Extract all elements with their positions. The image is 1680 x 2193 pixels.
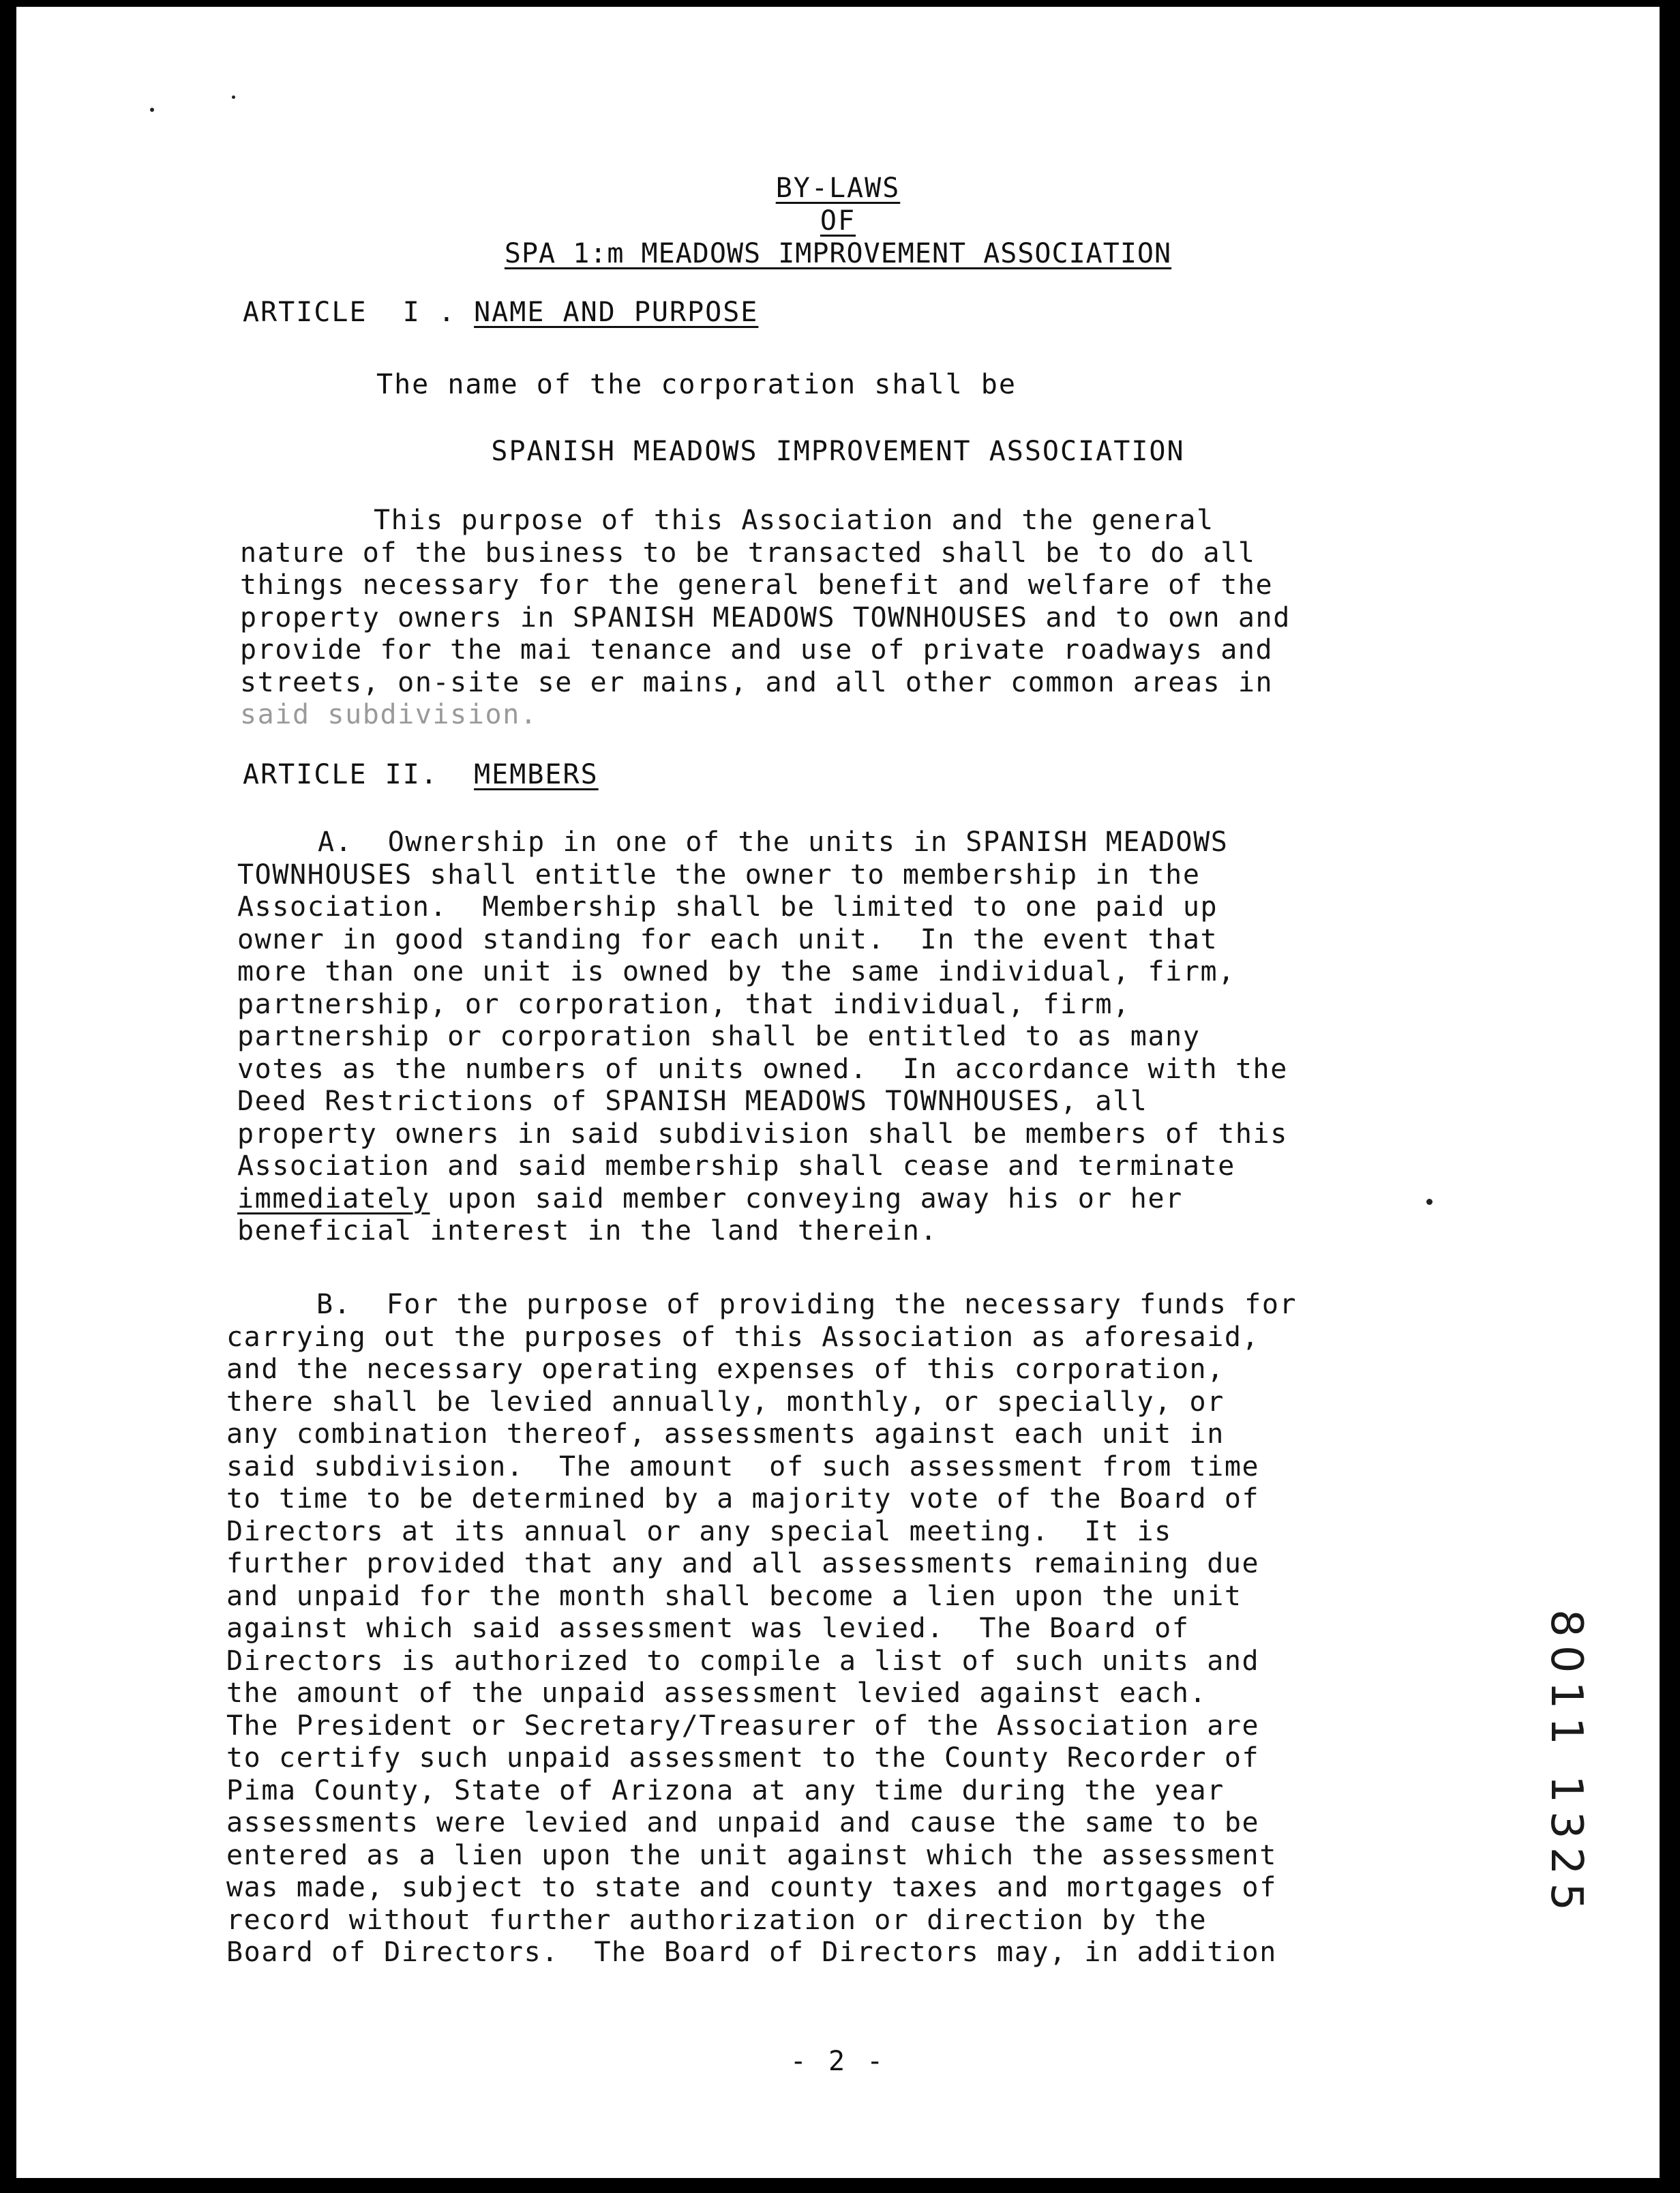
purpose-line: things necessary for the general benefit and welfare of the bbox=[240, 569, 1274, 601]
section-a-paragraph bbox=[237, 826, 1288, 1248]
scan-speck bbox=[150, 108, 154, 112]
section-a-line: partnership or corporation shall be entitled to as many bbox=[237, 1021, 1201, 1052]
section-b-line: to time to be determined by a majority vote of the Board of bbox=[226, 1483, 1260, 1515]
section-b-line: record without further authorization or direction by the bbox=[226, 1904, 1208, 1936]
section-b-line: entered as a lien upon the unit against which the assessment bbox=[226, 1839, 1277, 1871]
corporation-name: SPANISH MEADOWS IMPROVEMENT ASSOCIATION bbox=[491, 436, 1185, 467]
section-b-line: Pima County, State of Arizona at any time during the year bbox=[226, 1774, 1225, 1806]
purpose-line: provide for the mai tenance and use of private roadways and bbox=[240, 634, 1274, 666]
section-b-line: further provided that any and all assessments remaining due bbox=[226, 1548, 1260, 1579]
article-2-heading bbox=[243, 758, 599, 791]
section-b-line: assessments were levied and unpaid and cause the same to be bbox=[226, 1807, 1260, 1838]
section-b-line: The President or Secretary/Treasurer of the Association are bbox=[226, 1710, 1260, 1742]
purpose-line: streets, on-site se er mains, and all other common areas in bbox=[240, 666, 1274, 698]
bylaws-title: BY-LAWS bbox=[775, 173, 901, 204]
section-b-line: carrying out the purposes of this Association as aforesaid, bbox=[226, 1321, 1260, 1353]
purpose-line: property owners in SPANISH MEADOWS TOWNHOUSES and to own and bbox=[240, 601, 1291, 633]
name-intro: The name of the corporation shall be bbox=[376, 369, 1017, 400]
section-b-line: Directors is authorized to compile a list of such units and bbox=[226, 1645, 1260, 1677]
section-b-line: any combination thereof, assessments against each unit in bbox=[226, 1418, 1225, 1450]
purpose-paragraph bbox=[240, 505, 1291, 732]
recording-stamp: 8011 1325 bbox=[1541, 1609, 1591, 1920]
section-a-line: partnership, or corporation, that individual, firm, bbox=[237, 988, 1130, 1020]
section-b-paragraph bbox=[226, 1289, 1297, 1969]
section-a-line: beneficial interest in the land therein. bbox=[237, 1215, 938, 1247]
section-b-line: was made, subject to state and county taxes and mortgages of bbox=[226, 1872, 1277, 1903]
section-a-line: more than one unit is owned by the same individual, firm, bbox=[237, 956, 1235, 987]
section-a-line: Association. Membership shall be limited to one paid up bbox=[237, 891, 1218, 923]
purpose-line: said subdivision. bbox=[240, 699, 538, 730]
article-1-title: NAME AND PURPOSE bbox=[474, 297, 759, 328]
section-a-line: upon said member conveying away his or her bbox=[430, 1182, 1183, 1214]
article-2-label: ARTICLE II. bbox=[243, 759, 475, 790]
section-a-line: A. Ownership in one of the units in SPANISH MEADOWS bbox=[318, 826, 1229, 858]
section-b-line: against which said assessment was levied. The Board of bbox=[226, 1613, 1190, 1644]
section-b-line: to certify such unpaid assessment to the County Recorder of bbox=[226, 1742, 1260, 1774]
section-b-line: Directors at its annual or any special meeting. It is bbox=[226, 1515, 1172, 1547]
section-b-line: and the necessary operating expenses of this corporation, bbox=[226, 1354, 1225, 1385]
bylaws-of: OF bbox=[820, 205, 856, 237]
purpose-line: This purpose of this Association and the general bbox=[374, 505, 1214, 536]
article-2-title: MEMBERS bbox=[474, 759, 599, 790]
scan-speck bbox=[1426, 1199, 1432, 1205]
section-a-line: owner in good standing for each unit. In the event that bbox=[237, 923, 1218, 955]
section-b-line: and unpaid for the month shall become a lien upon the unit bbox=[226, 1580, 1242, 1612]
article-1-label: ARTICLE I . bbox=[243, 297, 475, 328]
section-a-line: Association and said membership shall cease and terminate bbox=[237, 1150, 1235, 1182]
section-a-line: Deed Restrictions of SPANISH MEADOWS TOWNHOUSES, all bbox=[237, 1086, 1148, 1117]
section-a-line: votes as the numbers of units owned. In accordance with the bbox=[237, 1053, 1288, 1085]
section-b-line: B. For the purpose of providing the necessary funds for bbox=[316, 1289, 1298, 1320]
association-title: SPA 1:m MEADOWS IMPROVEMENT ASSOCIATION bbox=[504, 238, 1172, 269]
section-b-line: there shall be levied annually, monthly, or specially, or bbox=[226, 1386, 1225, 1418]
section-a-emphasis: immediately bbox=[237, 1182, 430, 1214]
document-page bbox=[16, 7, 1660, 2178]
section-b-line: Board of Directors. The Board of Directors may, in addition bbox=[226, 1937, 1277, 1968]
section-b-line: the amount of the unpaid assessment levied against each. bbox=[226, 1677, 1208, 1709]
purpose-line: nature of the business to be transacted shall be to do all bbox=[240, 537, 1256, 569]
scan-speck bbox=[232, 95, 235, 99]
section-b-line: said subdivision. The amount of such assessment from time bbox=[226, 1450, 1260, 1482]
section-a-line: TOWNHOUSES shall entitle the owner to membership in the bbox=[237, 859, 1201, 891]
article-1-heading bbox=[243, 296, 758, 329]
section-a-line: property owners in said subdivision shall be members of this bbox=[237, 1118, 1288, 1150]
page-number: - 2 - bbox=[790, 2046, 886, 2077]
